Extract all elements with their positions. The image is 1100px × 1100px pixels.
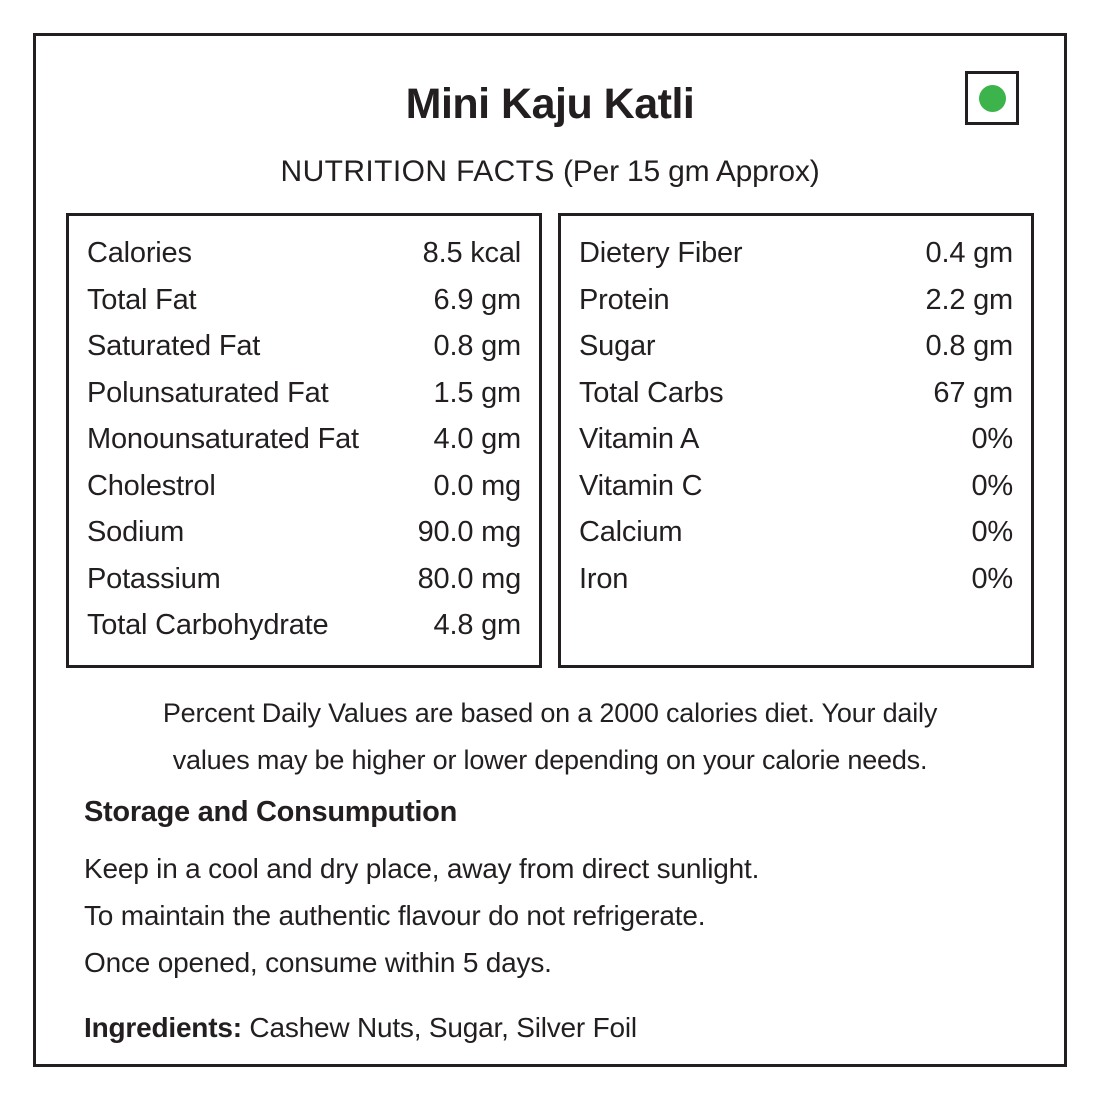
nutrient-value: 0.8 gm <box>925 330 1013 362</box>
nutrient-name: Sodium <box>87 516 185 548</box>
table-row <box>579 416 1013 463</box>
nutrient-value: 67 gm <box>933 376 1013 409</box>
nutrient-value: 0% <box>971 423 1013 455</box>
nutrient-value: 90.0 mg <box>417 516 521 548</box>
nutrient-name: Saturated Fat <box>87 330 261 362</box>
ingredients-line <box>84 1012 1064 1044</box>
page-title: Mini Kaju Katli <box>405 80 695 128</box>
table-row <box>87 323 521 370</box>
nutrient-value: 0.4 gm <box>925 237 1013 269</box>
table-row <box>87 277 521 324</box>
table-row <box>579 230 1013 277</box>
nutrient-name: Total Fat <box>87 283 197 316</box>
table-row <box>579 370 1013 417</box>
nutrition-facts-heading-main: NUTRITION FACTS <box>280 155 555 188</box>
table-row <box>87 416 521 463</box>
table-row <box>87 370 521 417</box>
nutrition-facts-heading <box>36 155 1064 189</box>
storage-line: Keep in a cool and dry place, away from direct sunlight. <box>84 852 760 884</box>
nutrient-value: 0% <box>971 516 1013 548</box>
daily-value-footnote <box>70 690 1030 784</box>
nutrient-value: 6.9 gm <box>433 283 521 316</box>
nutrient-value: 0% <box>971 469 1013 502</box>
nutrition-table-left <box>66 213 542 668</box>
nutrient-value: 8.5 kcal <box>422 237 521 269</box>
nutrient-name: Dietery Fiber <box>579 237 743 269</box>
nutrient-value: 0.8 gm <box>433 330 521 362</box>
nutrient-value: 4.0 gm <box>433 423 521 455</box>
table-row <box>579 323 1013 370</box>
storage-heading: Storage and Consumpution <box>84 795 458 828</box>
nutrition-label-card <box>33 33 1067 1067</box>
nutrient-name: Calories <box>87 237 192 269</box>
storage-line: Once opened, consume within 5 days. <box>84 946 552 978</box>
nutrient-name: Total Carbs <box>579 376 724 409</box>
table-row <box>579 509 1013 556</box>
table-row <box>87 556 521 603</box>
nutrient-value: 0.0 mg <box>433 469 521 502</box>
veg-mark-icon <box>965 71 1019 125</box>
table-row <box>87 463 521 510</box>
footnote-line: values may be higher or lower depending on your calorie needs. <box>172 744 928 775</box>
nutrient-name: Potassium <box>87 562 221 595</box>
nutrient-name: Protein <box>579 283 670 316</box>
nutrient-name: Monounsaturated Fat <box>87 423 359 455</box>
table-row <box>579 463 1013 510</box>
nutrient-value: 1.5 gm <box>433 376 521 409</box>
nutrient-name: Iron <box>579 562 629 595</box>
ingredients-value: Cashew Nuts, Sugar, Silver Foil <box>241 1011 637 1043</box>
nutrient-value: 4.8 gm <box>433 609 521 641</box>
table-row <box>579 556 1013 603</box>
table-row <box>579 277 1013 324</box>
nutrition-tables <box>66 213 1034 668</box>
nutrient-name: Calcium <box>579 516 683 548</box>
nutrient-value: 0% <box>971 562 1013 595</box>
nutrient-name: Cholestrol <box>87 469 216 502</box>
footnote-line: Percent Daily Values are based on a 2000 calories diet. Your daily <box>162 697 938 728</box>
nutrient-name: Sugar <box>579 330 656 362</box>
nutrient-value: 2.2 gm <box>925 283 1013 316</box>
veg-dot-icon <box>979 85 1006 112</box>
table-row <box>87 230 521 277</box>
storage-instructions <box>84 845 1064 986</box>
storage-line: To maintain the authentic flavour do not refrigerate. <box>84 899 706 931</box>
nutrition-table-right <box>558 213 1034 668</box>
nutrient-name: Vitamin A <box>579 423 700 455</box>
nutrition-facts-heading-serving: (Per 15 gm Approx) <box>554 155 820 188</box>
table-row <box>87 509 521 556</box>
nutrient-name: Polunsaturated Fat <box>87 376 329 409</box>
nutrient-name: Vitamin C <box>579 469 703 502</box>
nutrient-value: 80.0 mg <box>417 562 521 595</box>
nutrient-name: Total Carbohydrate <box>87 609 329 641</box>
table-row <box>87 602 521 649</box>
ingredients-label: Ingredients: <box>84 1011 242 1043</box>
